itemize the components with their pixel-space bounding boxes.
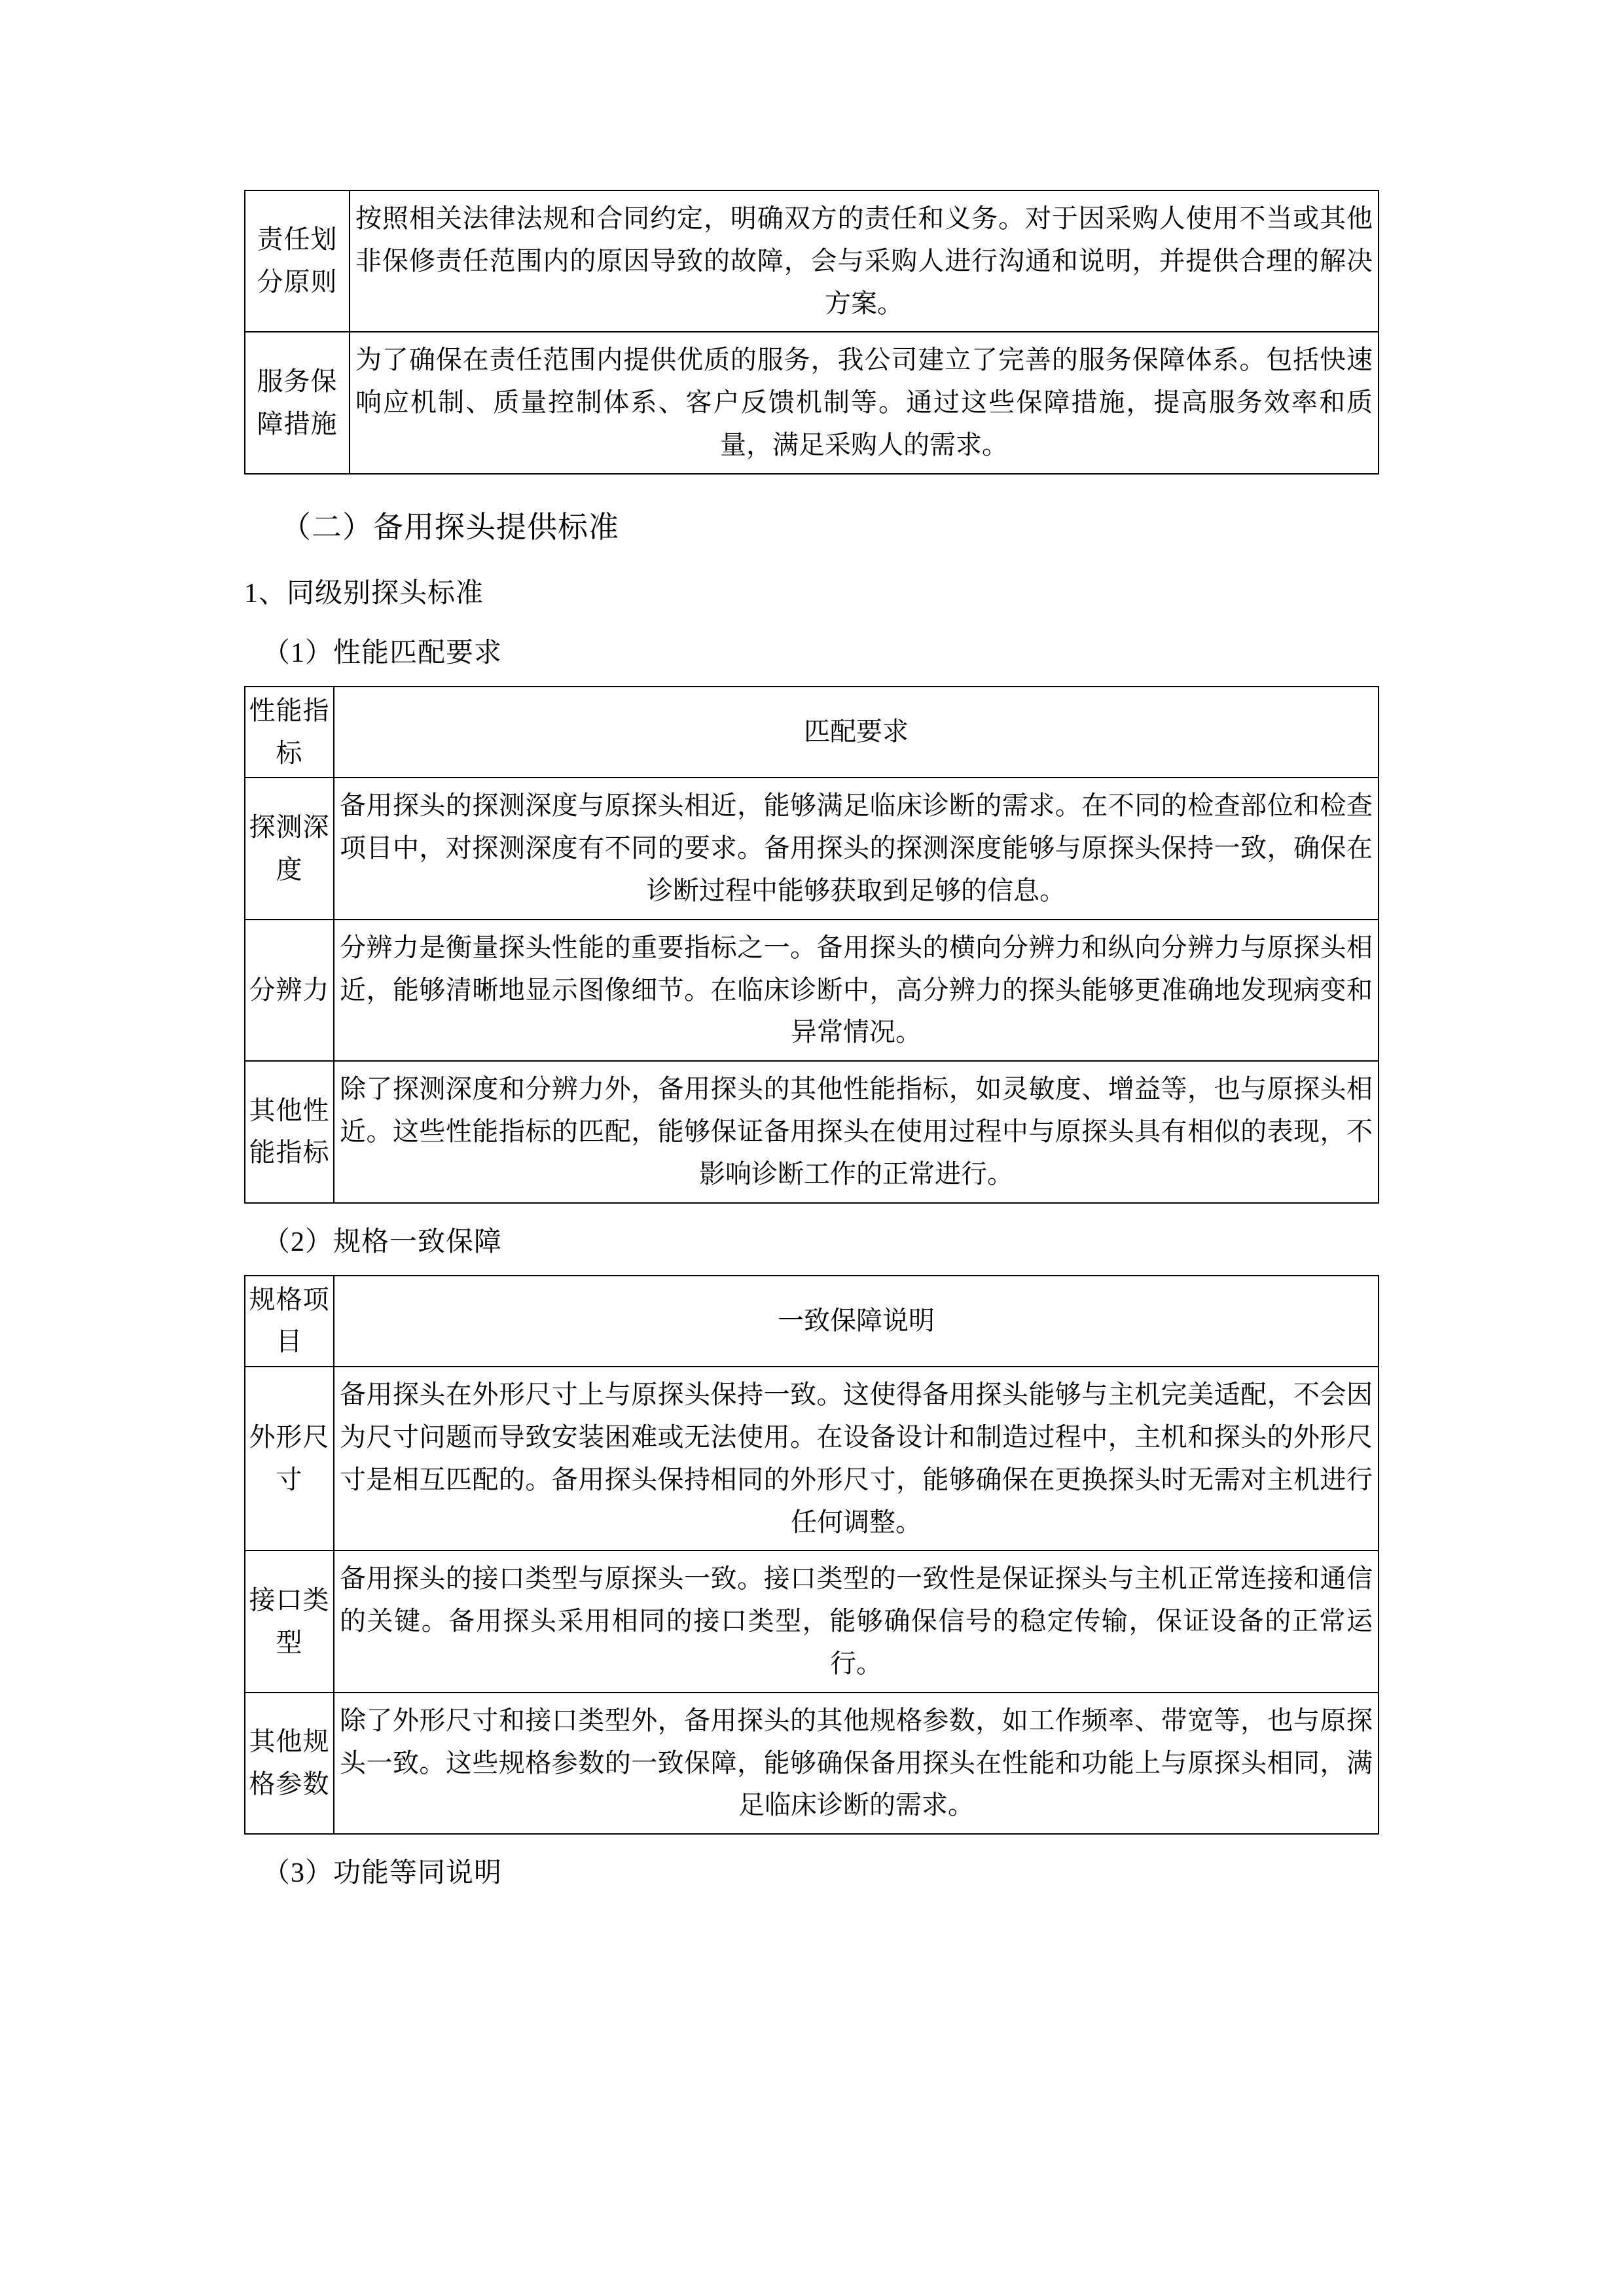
table-header-row [245,1276,1379,1367]
table-row [245,1367,1379,1551]
table-row [245,332,1379,473]
row-body-resolution: 分辨力是衡量探头性能的重要指标之一。备用探头的横向分辨力和纵向分辨力与原探头相近，能够清晰地显示图像细节。在临床诊断中，高分辨力的探头能够更准确地发现病变和异常情况。 [334,920,1379,1061]
row-body-other-performance-indicators: 除了探测深度和分辨力外，备用探头的其他性能指标，如灵敏度、增益等，也与原探头相近。这些性能指标的匹配，能够保证备用探头在使用过程中与原探头具有相似的表现，不影响诊断工作的正常进行。 [334,1061,1379,1202]
row-label-resolution: 分辨力 [245,920,334,1061]
row-label-service-guarantee: 服务保障措施 [245,332,350,473]
performance-match-table [244,686,1379,1204]
table-row [245,190,1379,332]
row-label-other-performance-indicators: 其他性能指标 [245,1061,334,1202]
row-body-responsibility-principle: 按照相关法律法规和合同约定，明确双方的责任和义务。对于因采购人使用不当或其他非保修责任范围内的原因导致的故障，会与采购人进行沟通和说明，并提供合理的解决方案。 [350,190,1379,332]
row-body-detection-depth: 备用探头的探测深度与原探头相近，能够满足临床诊断的需求。在不同的检查部位和检查项目中，对探测深度有不同的要求。备用探头的探测深度能够与原探头保持一致，确保在诊断过程中能够获取到足够的信息。 [334,778,1379,919]
row-body-service-guarantee: 为了确保在责任范围内提供优质的服务，我公司建立了完善的服务保障体系。包括快速响应机制、质量控制体系、客户反馈机制等。通过这些保障措施，提高服务效率和质量，满足采购人的需求。 [350,332,1379,473]
row-label-interface-type: 接口类型 [245,1551,334,1692]
row-body-interface-type: 备用探头的接口类型与原探头一致。接口类型的一致性是保证探头与主机正常连接和通信的关键。备用探头采用相同的接口类型，能够确保信号的稳定传输，保证设备的正常运行。 [334,1551,1379,1692]
table-row [245,778,1379,919]
responsibility-and-service-table [244,190,1379,475]
row-label-outer-dimensions: 外形尺寸 [245,1367,334,1551]
item-heading-performance-match: （1）性能匹配要求 [262,637,503,668]
section-heading-spare-probe-standard: （二）备用探头提供标准 [281,510,619,544]
column-header-consistency-description: 一致保障说明 [334,1276,1379,1367]
table-row [245,920,1379,1061]
subsection-heading-same-level-probe: 1、同级别探头标准 [244,578,484,609]
table-row [245,1061,1379,1202]
column-header-match-requirement: 匹配要求 [334,687,1379,778]
row-body-other-spec-parameters: 除了外形尺寸和接口类型外，备用探头的其他规格参数，如工作频率、带宽等，也与原探头一致。这些规格参数的一致保障，能够确保备用探头在性能和功能上与原探头相同，满足临床诊断的需求。 [334,1693,1379,1834]
table-row [245,1693,1379,1834]
column-header-performance-indicator: 性能指标 [245,687,334,778]
table-header-row [245,687,1379,778]
row-label-other-spec-parameters: 其他规格参数 [245,1693,334,1834]
spec-consistency-table [244,1275,1379,1835]
table-row [245,1551,1379,1692]
item-heading-function-equivalence: （3）功能等同说明 [262,1858,503,1889]
row-label-responsibility-principle: 责任划分原则 [245,190,350,332]
row-body-outer-dimensions: 备用探头在外形尺寸上与原探头保持一致。这使得备用探头能够与主机完美适配，不会因为尺寸问题而导致安装困难或无法使用。在设备设计和制造过程中，主机和探头的外形尺寸是相互匹配的。备用探头保持相同的外形尺寸，能够确保在更换探头时无需对主机进行任何调整。 [334,1367,1379,1551]
item-heading-spec-consistency: （2）规格一致保障 [262,1227,503,1257]
row-label-detection-depth: 探测深度 [245,778,334,919]
column-header-spec-item: 规格项目 [245,1276,334,1367]
